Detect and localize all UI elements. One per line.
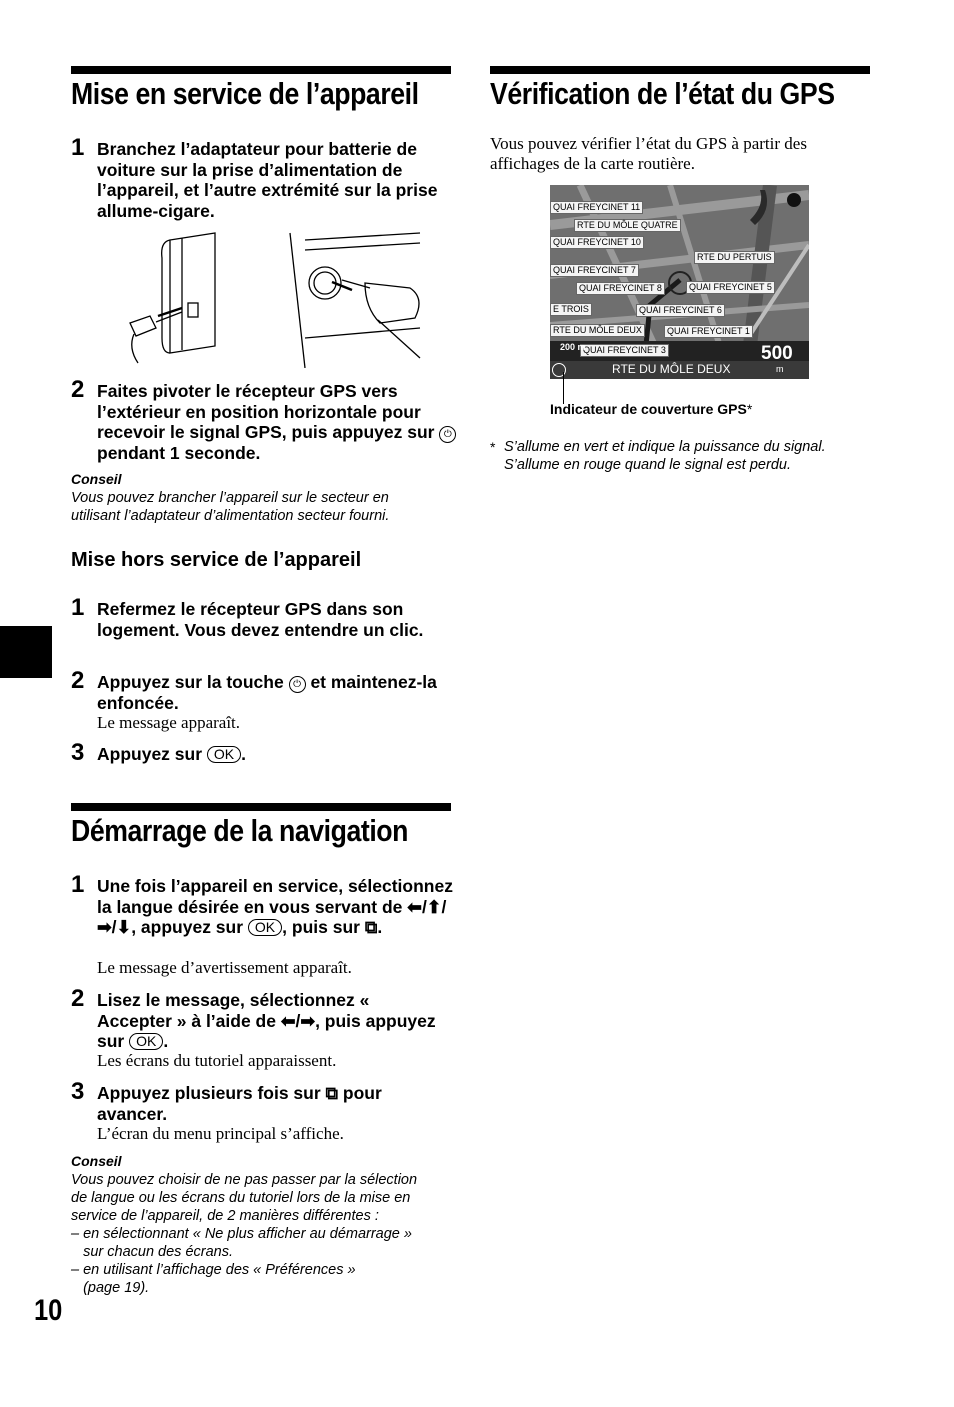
tip-heading: Conseil <box>71 1153 122 1169</box>
step-text: Une fois l’appareil en service, sélectionnez la langue désirée en vous servant de ⬅/⬆/➡/⬇, appuyez sur OK , puis sur ⧉. <box>97 876 453 937</box>
step-result: Les écrans du tutoriel apparaissent. <box>97 1051 337 1070</box>
ok-button-icon: OK <box>207 746 241 763</box>
tip-line: sur chacun des écrans. <box>71 1244 233 1260</box>
tip-line: – en sélectionnant « Ne plus afficher au démarrage » <box>71 1226 412 1242</box>
step-text <box>97 381 457 464</box>
next-turn-distance: 500 <box>761 343 793 364</box>
step-result: Le message apparaît. <box>97 713 241 732</box>
step-text-part: , puis sur <box>282 917 360 937</box>
callout-line <box>563 372 564 404</box>
step-result: Le message d’avertissement apparaît. <box>97 958 352 977</box>
footnote-asterisk: * <box>490 439 496 455</box>
step-text-part: Une fois l’appareil en service, sélectionnez la langue désirée en vous servant de <box>97 876 453 917</box>
map-street-label: QUAI FREYCINET 7 <box>550 264 639 277</box>
map-street-label: QUAI FREYCINET 1 <box>664 325 753 338</box>
step-number: 2 <box>71 667 85 694</box>
tip-line: Vous pouvez choisir de ne pas passer par la sélection <box>71 1172 418 1188</box>
map-street-label: QUAI FREYCINET 6 <box>636 304 725 317</box>
footnote-line: S’allume en vert et indique la puissance du signal. <box>504 439 826 455</box>
power-icon: ⏻ <box>289 676 306 693</box>
map-street-label: QUAI FREYCINET 10 <box>550 236 644 249</box>
tip-text: Vous pouvez brancher l’appareil sur le secteur en utilisant l’adaptateur d’alimentation secteur fourni. <box>71 490 390 524</box>
step-text-part: , puis appuyez sur <box>97 1010 436 1051</box>
car-adapter-illustration <box>120 228 430 368</box>
section-title-navigation-start: Démarrage de la navigation <box>71 813 409 848</box>
subsection-title-power-off: Mise hors service de l’appareil <box>71 549 362 571</box>
step-number: 3 <box>71 739 85 766</box>
map-street-label: RTE DU MÔLE DEUX <box>550 324 645 337</box>
ok-button-icon: OK <box>248 919 282 936</box>
step-text <box>97 1083 442 1124</box>
step-result: L’écran du menu principal s’affiche. <box>97 1124 344 1143</box>
gps-map-screenshot <box>550 185 809 379</box>
tip-line: de langue ou les écrans du tutoriel lors de la mise en <box>71 1190 411 1206</box>
section-rule <box>71 803 451 811</box>
map-scale-label: 200 m <box>560 342 586 352</box>
step-text-part: pendant 1 seconde. <box>97 443 261 463</box>
arrow-keys-icon: ⬅/➡ <box>280 1010 316 1031</box>
tip-line: – en utilisant l’affichage des « Préférences » <box>71 1262 356 1278</box>
arrow-keys-icon: ⬅/⬆/➡/⬇ <box>97 896 447 937</box>
chapter-tab <box>0 626 52 678</box>
tip-line: (page 19). <box>71 1280 150 1296</box>
section-title-gps-status: Vérification de l’état du GPS <box>490 76 835 111</box>
step-text <box>97 672 447 714</box>
next-page-icon: ⧉ <box>364 917 378 937</box>
map-caption <box>550 401 752 417</box>
step-text-part: Appuyez plusieurs fois sur <box>97 1083 321 1103</box>
step-number: 3 <box>71 1078 85 1105</box>
next-page-icon: ⧉ <box>325 1083 339 1103</box>
power-icon: ⏻ <box>439 426 456 443</box>
map-street-label: E TROIS <box>550 303 592 316</box>
map-street-label: QUAI FREYCINET 11 <box>550 201 643 214</box>
step-text-part: Appuyez sur la touche <box>97 672 284 692</box>
step-number: 2 <box>71 376 85 403</box>
map-street-label: QUAI FREYCINET 3 <box>580 344 669 357</box>
step-text: Lisez le message, sélectionnez « Accepter » à l’aide de ⬅/➡, puis appuyez sur OK . <box>97 990 436 1051</box>
step-text-part: Lisez le message, sélectionnez « Accepter » à l’aide de <box>97 990 370 1031</box>
map-street-label: QUAI FREYCINET 8 <box>576 282 665 295</box>
step-text-part: et maintenez-la enfoncée. <box>97 672 437 713</box>
page-number: 10 <box>34 1294 63 1327</box>
current-street-name: RTE DU MÔLE DEUX <box>612 362 731 376</box>
step-text: Refermez le récepteur GPS dans son logement. Vous devez entendre un clic. <box>97 599 424 640</box>
step-number: 1 <box>71 594 85 621</box>
step-text-part: pour avancer. <box>97 1083 382 1124</box>
intro-text: Vous pouvez vérifier l’état du GPS à partir des affichages de la carte routière. <box>490 134 807 173</box>
map-street-label: RTE DU MÔLE QUATRE <box>574 219 681 232</box>
step-text: Branchez l’adaptateur pour batterie de voiture sur la prise d’alimentation de l’appareil, et l’autre extrémité sur la prise allume-cigare. <box>97 139 438 221</box>
caption-text: Indicateur de couverture GPS <box>550 401 747 417</box>
step-text-part: Faites pivoter le récepteur GPS vers l’extérieur en position horizontale pour recevoir le signal GPS, puis appuyez sur <box>97 381 435 442</box>
step-number: 1 <box>71 134 85 161</box>
step-text-part: , appuyez sur <box>131 917 244 937</box>
section-rule <box>71 66 451 74</box>
caption-asterisk: * <box>746 401 753 417</box>
tip-heading: Conseil <box>71 471 122 487</box>
step-text-part: Appuyez sur <box>97 744 203 764</box>
step-number: 2 <box>71 985 85 1012</box>
map-street-label: QUAI FREYCINET 5 <box>686 281 775 294</box>
step-text: Appuyez sur OK . <box>97 744 247 764</box>
section-title-power-on: Mise en service de l’appareil <box>71 76 419 111</box>
footnote-line: S’allume en rouge quand le signal est perdu. <box>504 457 791 473</box>
step-number: 1 <box>71 871 85 898</box>
tip-line: service de l’appareil, de 2 manières différentes : <box>71 1208 379 1224</box>
ok-button-icon: OK <box>129 1033 163 1050</box>
map-street-label: RTE DU PERTUIS <box>694 251 775 264</box>
section-rule <box>490 66 870 74</box>
distance-unit: m <box>776 364 784 374</box>
